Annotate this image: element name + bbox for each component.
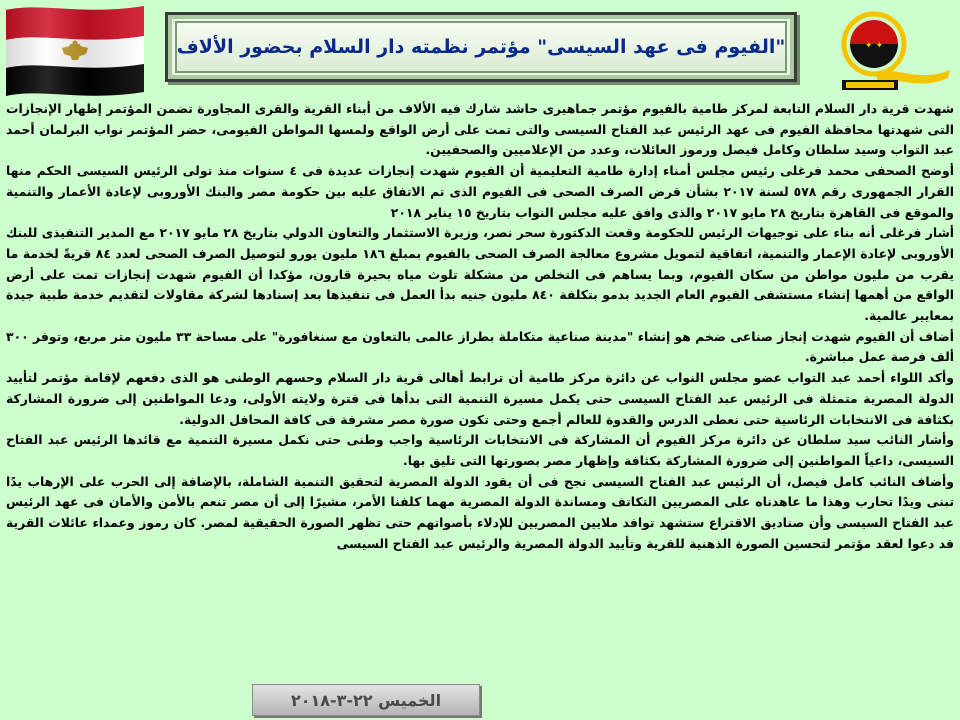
article-paragraph: أشار فرغلى أنه بناء على توجيهات الرئيس للحكومة وقعت الدكتورة سحر نصر، وزيرة الاستثمار والتعاون الدولي بتاريخ ٢٨ مايو ٢٠١٧ مع المدير التنفيذى للبنك الأوروبى لإعادة الإعمار والتنمية، اتفاقية لتمويل مشروع معالجة الصرف الصحى بالفيوم بمبلغ ١٨٦ مليون يورو لتوصيل الصرف الصحى لعدد ٨٤ قريةً لخدمة ما يقرب من مليون مواطن من سكان الفيوم، وبما يساهم فى التخلص من مشكلة تلوث مياه بحيرة قارون، مؤكدا أن الفيوم شهدت إنجازات تمت على أرض الواقع من أهمها إنشاء مستشفى الفيوم العام الجديد بدمو بتكلفة ٨٤٠ مليون جنيه بدأ العمل فى تنفيذها بعد إسنادها لشركة مقاولات لتقديم خدمة طبية جيدة بمعايير عالمية.: [6, 225, 954, 324]
svg-text:✦ ✦: ✦ ✦: [864, 41, 884, 51]
egypt-flag-icon: [2, 2, 148, 98]
article-paragraph: وأشار النائب سيد سلطان عن دائرة مركز الفيوم أن المشاركة فى الانتخابات الرئاسية واجب وطنى حتى نكمل مسيرة التنمية مع قائدها الرئيس عبد الفتاح السيسى، داعياً المواطنين إلى ضرورة المشاركة بكثافة وإظهار مصر بصورتها التى تليق بها.: [6, 432, 954, 468]
article-body: [6, 99, 954, 691]
party-emblem-icon: [836, 4, 954, 100]
article-paragraph: شهدت قرية دار السلام التابعة لمركز طامية بالفيوم مؤتمر جماهيرى حاشد شارك فيه الألاف من أبناء القرية والقرى المجاورة تضمن المؤتمر إظهار الإنجازات التى شهدتها محافظة الفيوم فى عهد الرئيس عبد الفتاح السيسى والتى تمت على أرض الواقع ولمسها المواطن الفيومى، حضر المؤتمر نواب البرلمان أحمد عبد التواب وسيد سلطان وكامل فيصل ورموز العائلات، وعدد من الإعلاميين والصحفيين.: [6, 101, 954, 158]
article-title: "الفيوم فى عهد السيسى" مؤتمر نظمته دار السلام بحضور الألاف: [176, 36, 786, 58]
date-badge: [252, 684, 480, 716]
article-paragraph: أضاف أن الفيوم شهدت إنجاز صناعى ضخم هو إنشاء "مدينة صناعية متكاملة بطراز عالمى بالتعاون مع سنغافورة" على مساحة ٣٣ مليون متر مربع، وتوفر ٣٠٠ ألف فرصة عمل مباشرة.: [6, 328, 954, 365]
title-banner-inner: [175, 21, 788, 73]
article-paragraph: أوضح الصحفى محمد فرغلى رئيس مجلس أمناء إدارة طامية التعليمية أن الفيوم شهدت إنجازات عديدة فى ٤ سنوات منذ تولى الرئيس السيسى الحكم منها القرار الجمهورى رقم ٥٧٨ لسنة ٢٠١٧ بشأن قرض الصرف الصحى فى الفيوم الذى تم الاتفاق عليه بين حكومة مصر والبنك الأوروبى لإعادة الأعمار والتنمية والموقع فى القاهرة بتاريخ ٢٨ مايو ٢٠١٧ والذى وافق عليه مجلس النواب بتاريخ ١٥ يناير ٢٠١٨: [6, 163, 954, 220]
article-date: الخميس ٢٢-٣-٢٠١٨: [290, 690, 442, 710]
article-paragraph: وأكد اللواء أحمد عبد التواب عضو مجلس النواب عن دائرة مركز طامية أن ترابط أهالى قرية دار السلام وحسهم الوطنى هو الذى دفعهم لإقامة مؤتمر لتأييد الدولة المصرية متمثلة فى الرئيس عبد الفتاح السيسى حتى يكمل مسيرة التنمية التى بدأها فى فترة ولايته الأولى، ودعا المواطنين إلى ضرورة المشاركة بكثافة فى الانتخابات الرئاسية حتى نعطى الدرس والقدوة للعالم أجمع وحتى تكون صورة مصر مشرفة فى كافة المحافل الدولية.: [6, 370, 954, 427]
article-paragraph: وأضاف النائب كامل فيصل، أن الرئيس عبد الفتاح السيسى نجح فى أن يقود الدولة المصرية لتحقيق التنمية الشاملة، بالإضافة إلى الحرب على الإرهاب يدًا تبنى ويدًا تحارب وهذا ما عاهدناه على المصريين التكاتف ومساندة الدولة المصرية مهما كلفنا الأمر، مشيرًا إلى أن مصر تنعم بالأمن والأمان فى عهد الرئيس عبد الفتاح السيسى وأن صناديق الاقتراع ستشهد توافد ملايين المصريين للإدلاء بأصواتهم حتى تظهر الصورة الحقيقية لمصر. كان رموز وعمداء عائلات القرية قد دعوا لعقد مؤتمر لتحسين الصورة الذهنية للقرية وتأييد الدولة المصرية والرئيس عبد الفتاح السيسى: [6, 473, 954, 551]
title-banner: [165, 12, 797, 82]
